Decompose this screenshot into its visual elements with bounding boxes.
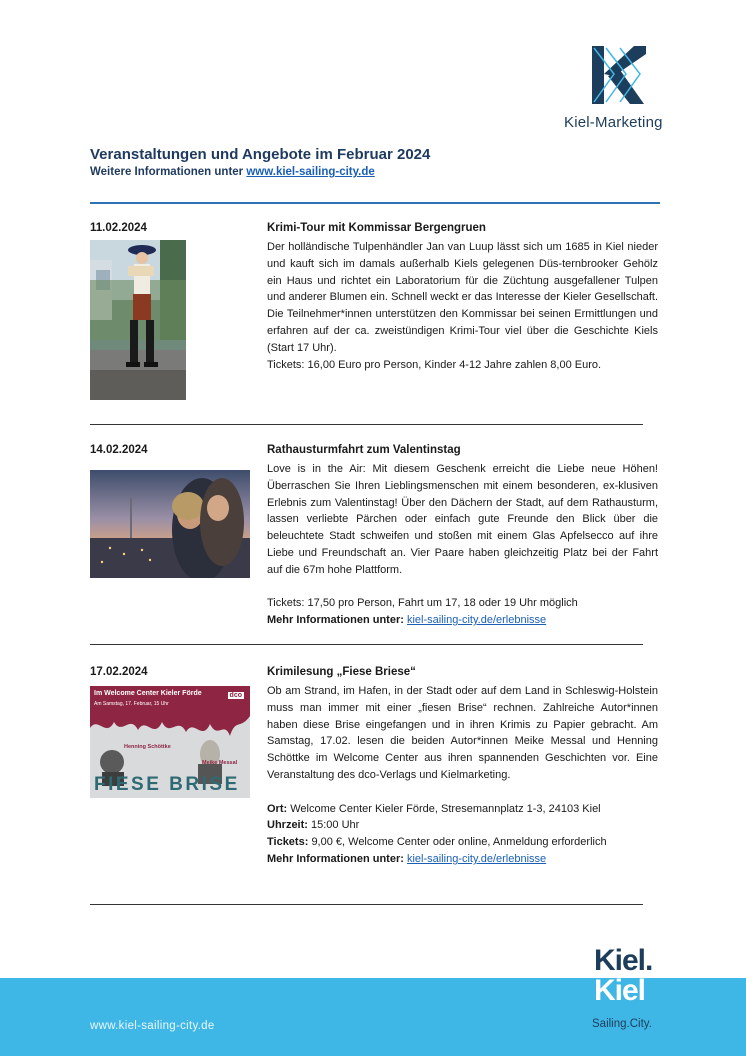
poster-line2: Am Samstag, 17. Februar, 15 Uhr bbox=[94, 701, 169, 707]
event-body bbox=[267, 239, 658, 373]
event-rathausturmfahrt bbox=[90, 444, 660, 634]
poster-line1: Im Welcome Center Kieler Förde bbox=[94, 690, 202, 697]
publisher-badge: dco bbox=[229, 692, 242, 699]
event-tickets: Tickets: 16,00 Euro pro Person, Kinder 4-12 Jahre zahlen 8,00 Euro. bbox=[267, 358, 602, 371]
rathausturm-photo bbox=[90, 470, 250, 578]
fiese-briese-poster bbox=[90, 686, 250, 798]
more-info-label: Mehr Informationen unter: bbox=[267, 614, 404, 627]
event-body bbox=[267, 683, 658, 868]
event-description: Ob am Strand, im Hafen, in der Stadt oder auf dem Land in Schleswig-Holstein muss man immer mit einer „fiesen Brise“ rechnen. Zahlreiche Autor*innen haben diese Brise eingefangen und in ihren Krimis zu Papier gebracht. Am Samstag, 17.02. lesen die beiden Autor*innen Meike Messal und Henning Schöttke im Welcome Center aus ihren spannenden Geschichten vor. Eine Veranstaltung des dco-Verlags und Kielmarketing. bbox=[267, 685, 658, 781]
more-info-row bbox=[267, 851, 658, 868]
location-label: Ort: bbox=[267, 802, 288, 815]
event-krimilesung bbox=[90, 666, 660, 896]
poster-book-title: FIESE BRISE bbox=[94, 774, 240, 795]
event-title: Krimi-Tour mit Kommissar Bergengruen bbox=[267, 222, 486, 234]
page-title: Veranstaltungen und Angebote im Februar 2024 bbox=[90, 146, 431, 163]
event-krimi-tour bbox=[90, 222, 660, 402]
event-separator bbox=[90, 644, 643, 645]
tickets-label: Tickets: bbox=[267, 836, 309, 849]
erlebnisse-link[interactable]: kiel-sailing-city.de/erlebnisse bbox=[406, 852, 547, 865]
krimi-tour-photo bbox=[90, 240, 186, 400]
event-tickets: Tickets: 17,50 pro Person, Fahrt um 17, 18 oder 19 Uhr möglich bbox=[267, 597, 578, 610]
footer-url[interactable]: www.kiel-sailing-city.de bbox=[90, 1020, 215, 1032]
event-body bbox=[267, 461, 658, 629]
event-title: Rathausturmfahrt zum Valentinstag bbox=[267, 444, 461, 456]
author-1-label: Henning Schöttke bbox=[124, 744, 171, 750]
event-description: Der holländische Tulpenhändler Jan van Luup lässt sich um 1685 in Kiel nieder und kauft sich im damals außerhalb Kiels gelegenen Düs-ternbrooker Gehölz ein Haus und richtet ein Laboratorium für die Züchtung ausgefallener Tulpen und anderer Blumen ein. Schnell weckt er das Interesse der Kieler Gesellschaft. Die Teilnehmer*innen unterstützen den Kommissar bei seinen Ermittlungen und erfahren auf der ca. zweistündigen Krimi-Tour viel über die Geschichte Kiels (Start 17 Uhr). bbox=[267, 241, 658, 354]
website-link[interactable]: www.kiel-sailing-city.de bbox=[246, 166, 375, 178]
event-separator bbox=[90, 424, 643, 425]
location-value: Welcome Center Kieler Förde, Stresemannplatz 1-3, 24103 Kiel bbox=[290, 802, 601, 815]
logo-tagline: Sailing.City. bbox=[592, 1018, 652, 1030]
event-date: 11.02.2024 bbox=[90, 222, 147, 234]
tickets-value: 9,00 €, Welcome Center oder online, Anmeldung erforderlich bbox=[311, 836, 607, 849]
more-info-label: Mehr Informationen unter: bbox=[267, 852, 404, 865]
event-title: Krimilesung „Fiese Briese“ bbox=[267, 666, 416, 678]
time-value: 15:00 Uhr bbox=[311, 819, 360, 832]
kiel-marketing-logo bbox=[560, 44, 680, 136]
tickets-row bbox=[267, 834, 658, 851]
time-row bbox=[267, 817, 658, 834]
erlebnisse-link[interactable]: kiel-sailing-city.de/erlebnisse bbox=[406, 614, 547, 627]
author-2-label: Meike Messal bbox=[202, 760, 238, 766]
kiel-sailing-city-logo bbox=[588, 944, 678, 1040]
more-info-line bbox=[90, 166, 375, 178]
k-logo-icon bbox=[590, 44, 646, 106]
logo-kiel-top: Kiel. bbox=[594, 944, 653, 977]
event-date: 14.02.2024 bbox=[90, 444, 148, 456]
brand-name: Kiel-Marketing bbox=[564, 114, 663, 131]
location-row bbox=[267, 801, 658, 818]
event-separator bbox=[90, 904, 643, 905]
header-divider bbox=[90, 202, 660, 204]
more-info-row bbox=[267, 612, 658, 629]
logo-kiel-mirror: Kiel bbox=[594, 974, 646, 1007]
event-date: 17.02.2024 bbox=[90, 666, 148, 678]
more-info-prefix: Weitere Informationen unter bbox=[90, 166, 247, 178]
time-label: Uhrzeit: bbox=[267, 819, 308, 832]
event-description: Love is in the Air: Mit diesem Geschenk erreicht die Liebe neue Höhen! Überraschen Sie Ihren Lieblingsmenschen mit einem besonderen, ex-klusiven Erlebnis zum Valentinstag! Über den Dächern der Stadt, auf dem Rathausturm, lassen verliebte Pärchen oder einfach gute Freunde den Blick über die beleuchtete Stadt schweifen und stoßen mit einem Glas Apfelsecco auf ihre Liebe und Freundschaft an. Vier Paare haben gleichzeitig Platz bei der Fahrt auf die 67m hohe Plattform. bbox=[267, 463, 658, 576]
